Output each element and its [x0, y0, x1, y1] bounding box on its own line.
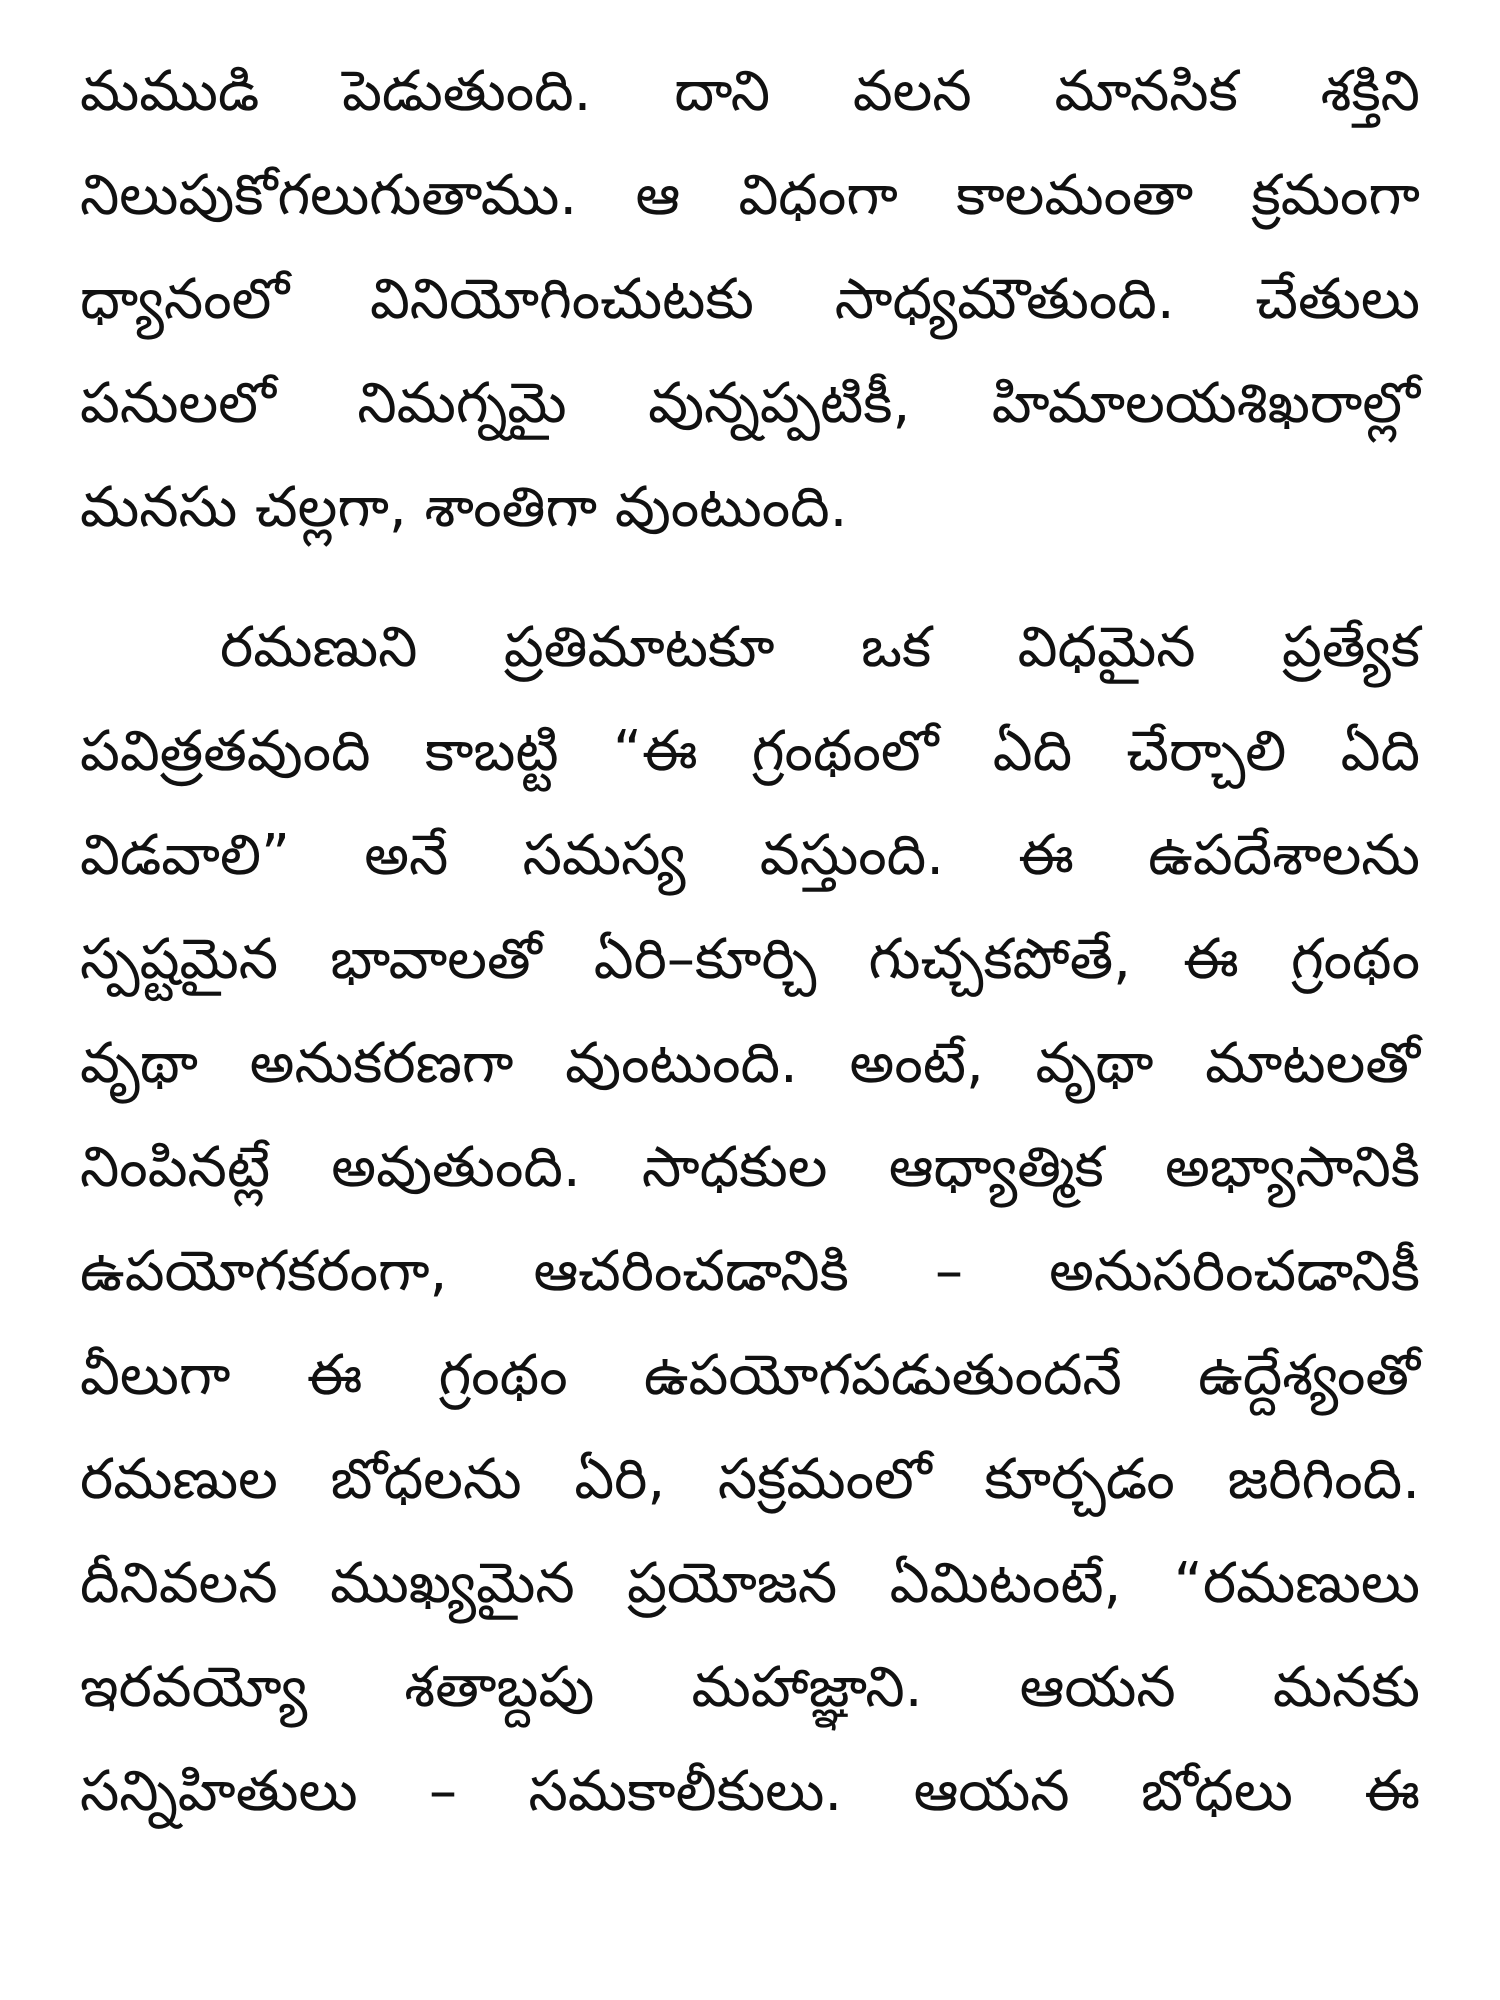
text-line-12: ఉపయోగకరంగా, ఆచరించడానికి – అనుసరించడానికీ	[80, 1239, 1420, 1304]
text-line-4: పనులలో నిమగ్నమై వున్నప్పటికీ, హిమాలయశిఖరాల్లో	[80, 371, 1420, 436]
text-line-3: ధ్యానంలో వినియోగించుటకు సాధ్యమౌతుంది. చేతులు	[80, 267, 1420, 332]
text-line-11: నింపినట్లే అవుతుంది. సాధకుల ఆధ్యాత్మిక అభ్యాసానికి	[80, 1135, 1420, 1200]
text-line-8: విడవాలి” అనే సమస్య వస్తుంది. ఈ ఉపదేశాలను	[80, 823, 1420, 888]
text-line-5: మనసు చల్లగా, శాంతిగా వుంటుంది.	[80, 475, 848, 540]
text-line-9: స్పష్టమైన భావాలతో ఏరి–కూర్చి గుచ్చకపోతే, ఈ గ్రంథం	[80, 927, 1420, 992]
text-line-14: రమణుల బోధలను ఏరి, సక్రమంలో కూర్చడం జరిగింది.	[80, 1447, 1420, 1512]
text-line-1: మముడి పెడుతుంది. దాని వలన మానసిక శక్తిని	[80, 59, 1420, 124]
text-line-15: దీనివలన ముఖ్యమైన ప్రయోజన ఏమిటంటే, “రమణులు	[80, 1551, 1420, 1616]
text-line-2: నిలుపుకోగలుగుతాము. ఆ విధంగా కాలమంతా క్రమంగా	[80, 163, 1420, 228]
text-line-17: సన్నిహితులు – సమకాలీకులు. ఆయన బోధలు ఈ	[80, 1759, 1420, 1824]
text-line-13: వీలుగా ఈ గ్రంథం ఉపయోగపడుతుందనే ఉద్దేశ్యంతో	[80, 1343, 1420, 1408]
text-line-16: ఇరవయ్యో శతాబ్దపు మహాజ్ఞాని. ఆయన మనకు	[80, 1655, 1420, 1720]
text-line-6: రమణుని ప్రతిమాటకూ ఒక విధమైన ప్రత్యేక	[220, 615, 1420, 680]
text-line-10: వృథా అనుకరణగా వుంటుంది. అంటే, వృథా మాటలతో	[80, 1031, 1420, 1096]
text-line-7: పవిత్రతవుంది కాబట్టి “ఈ గ్రంథంలో ఏది చేర్చాలి ఏది	[80, 719, 1420, 784]
